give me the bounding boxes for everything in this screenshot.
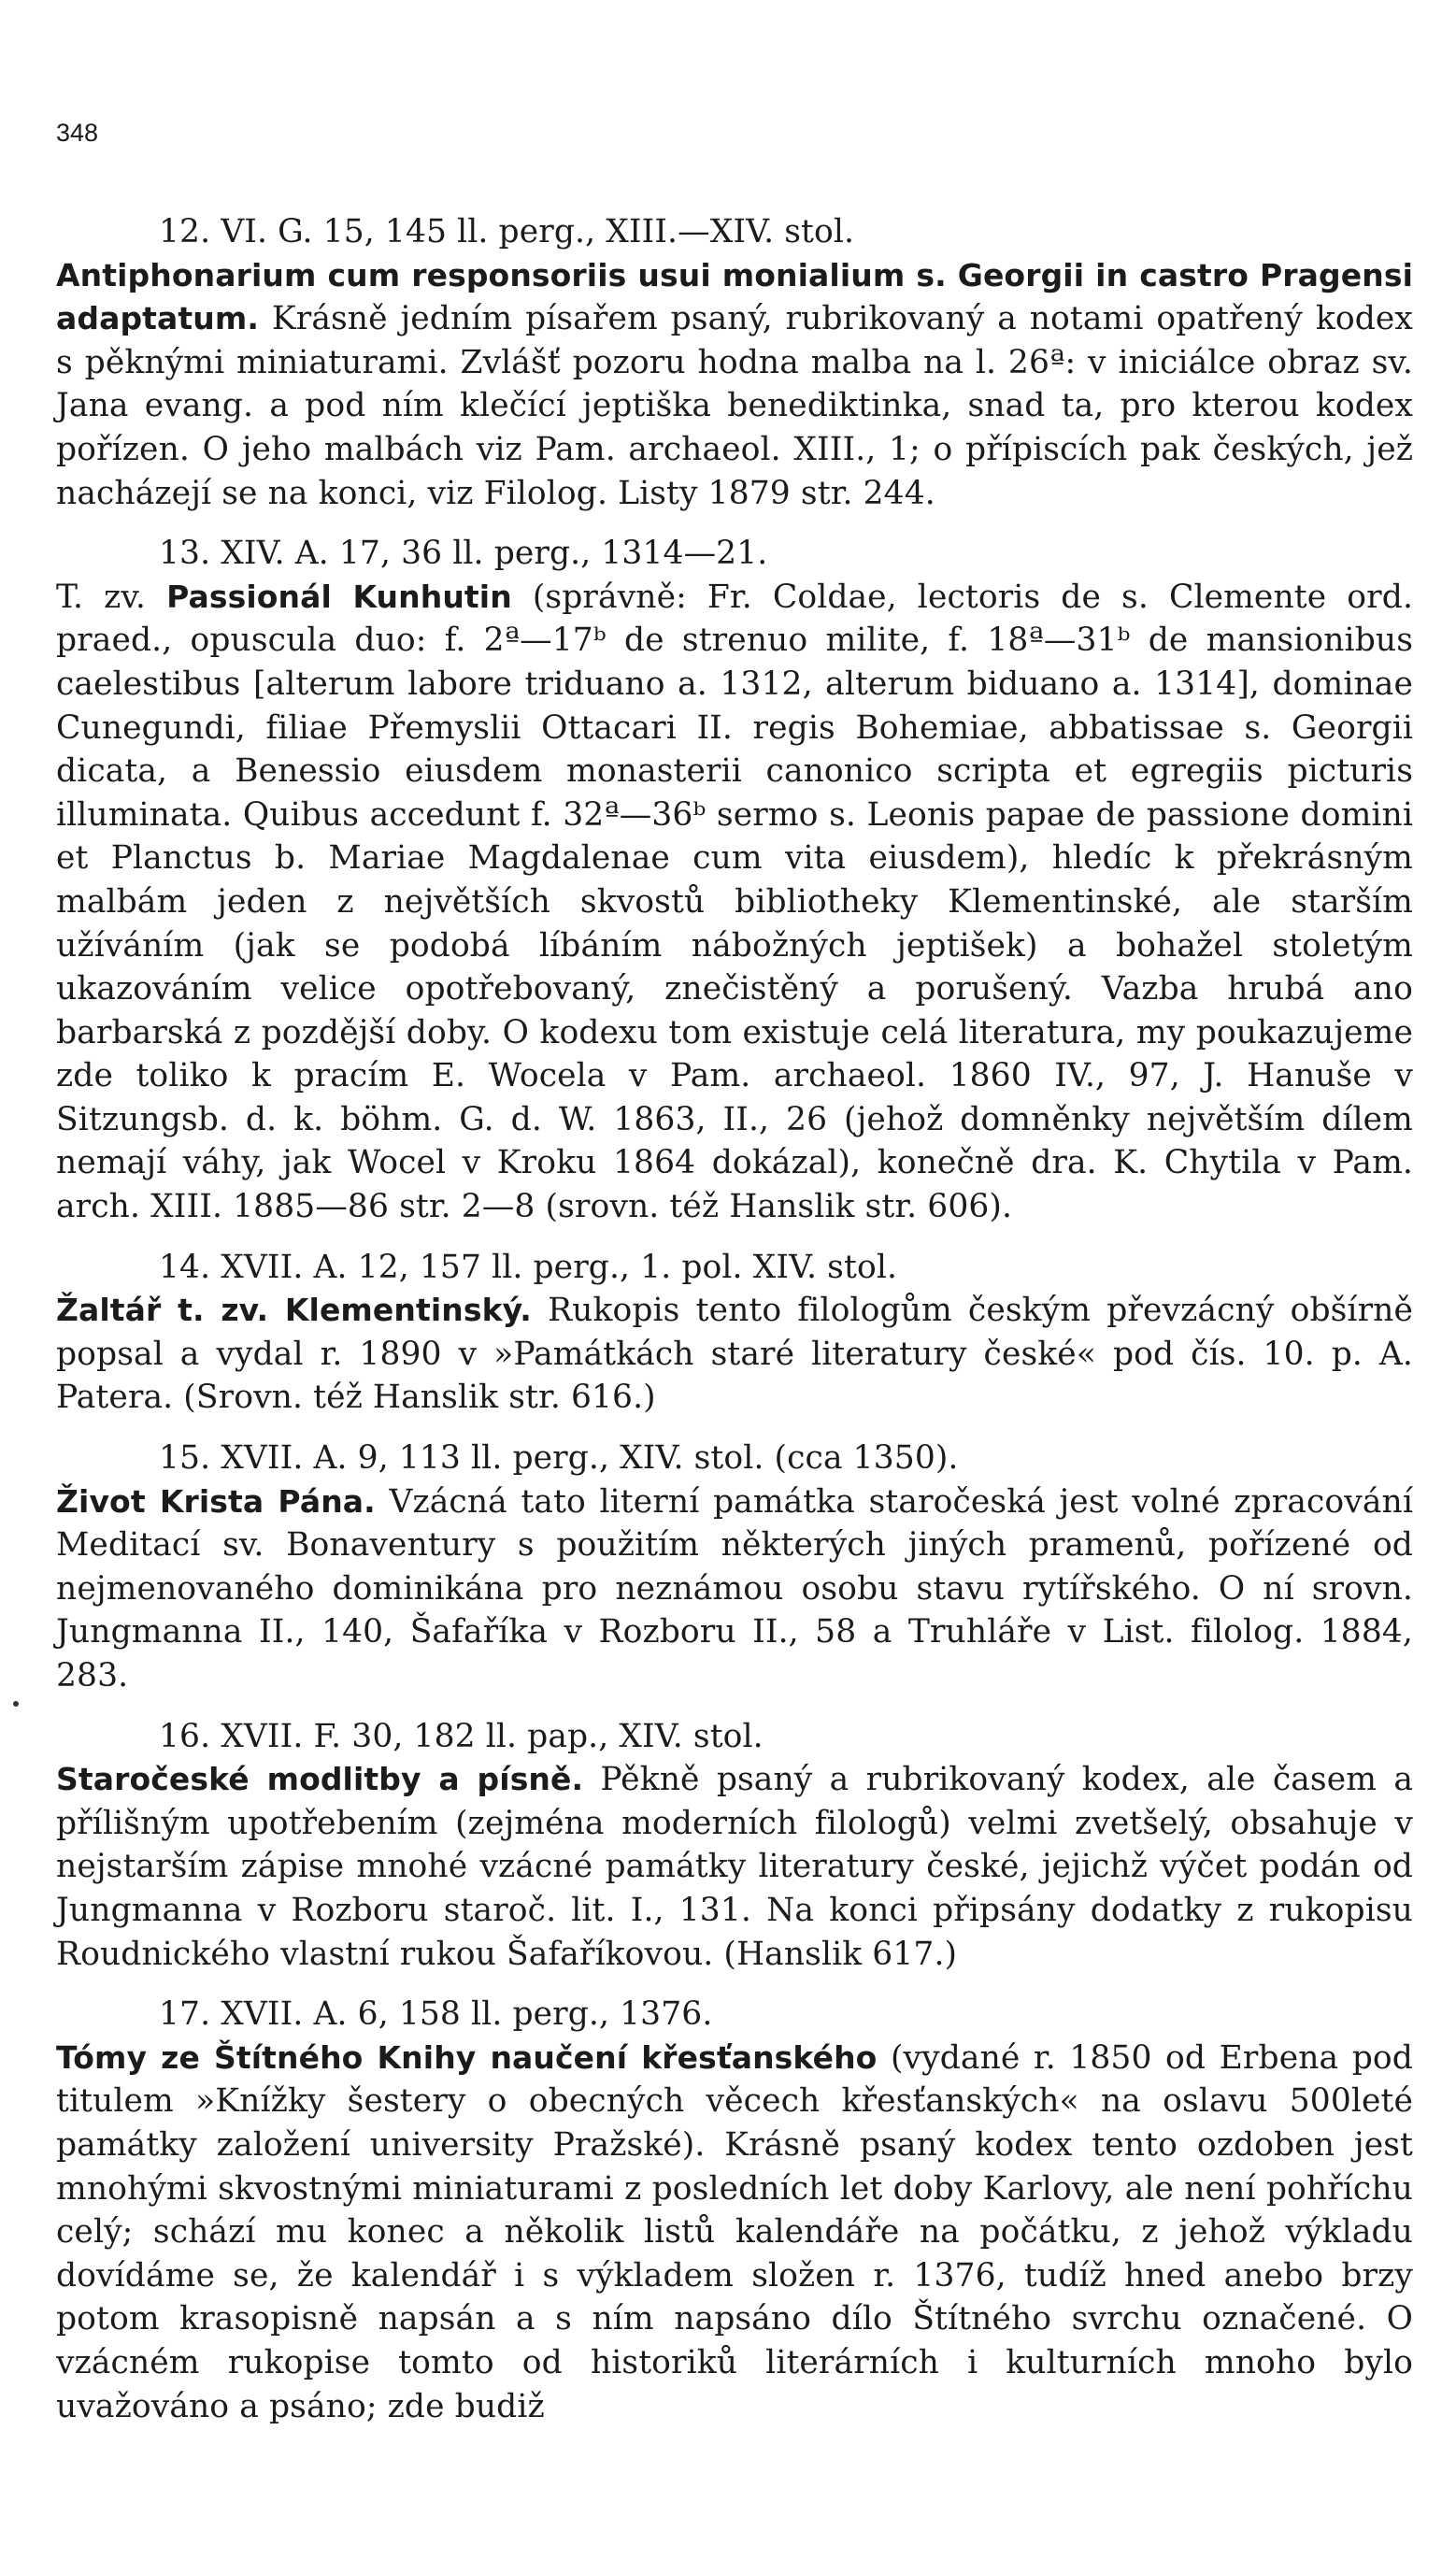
entry-title: Staročeské modlitby a písně. [56, 1761, 584, 1798]
entry-heading: 13. XIV. A. 17, 36 ll. perg., 1314—21. [159, 535, 768, 573]
entry-body: Pěkně psaný a rubrikovaný kodex, ale časem a přílišným upotřebením (zejména moderních filologů) velmi zvetšelý, obsahuje v nejstarším zápise mnohé vzácné památky literatury české, jejichž výčet podán od Jungmanna v Rozboru staroč. lit. I., 131. Na konci připsány dodatky z rukopisu Roudnického vlastní rukou Šafaříkovou. (Hanslik 617.) [56, 1761, 1413, 1973]
entry-body: (vydané r. 1850 od Erbena pod titulem »Knížky šestery o obecných věcech křesťanských« na oslavu 500leté památky založení university Pražské). Krásně psaný kodex tento ozdoben jest mnohými skvostnými miniaturami z posledních let doby Karlovy, ale není pohříchu celý; schází mu konec a několik listů kalendáře na počátku, z jehož výkladu dovídáme se, že kalendář i s výkladem složen r. 1376, tudíž hned anebo brzy potom krasopisně napsán a s ním napsáno dílo Štítného svrchu označené. O vzácném rukopise tomto od historiků literárních i kulturních mnoho bylo uvažováno a psáno; zde budiž [56, 2038, 1413, 2425]
entry-body: (správně: Fr. Coldae, lectoris de s. Clemente ord. praed., opuscula duo: f. 2ª—17ᵇ de strenuo milite, f. 18ª—31ᵇ de mansionibus caelestibus [alterum labore triduano a. 1312, alterum biduano a. 1314], dominae Cunegundi, filiae Přemyslii Ottacari II. regis Bohemiae, abbatissae s. Georgii dicata, a Benessio eiusdem monasterii canonico scripta et egregiis picturis illuminata. Quibus accedunt f. 32ª—36ᵇ sermo s. Leonis papae de passione domini et Planctus b. Mariae Magdalenae cum vita eiusdem), hledíc k překrásným malbám jeden z největších skvostů bibliotheky Klementinské, ale starším užíváním (jak se podobá líbáním nábožných jeptišek) a bohažel stoletým ukazováním velice opotřebovaný, znečistěný a porušený. Vazba hrubá ano barbarská z pozdější doby. O kodexu tom existuje celá literatura, my poukazujeme zde toliko k pracím E. Wocela v Pam. archaeol. 1860 IV., 97, J. Hanuše v Sitzungsb. d. k. böhm. G. d. W. 1863, II., 26 (jehož domněnky největším dílem nemají váhy, jak Wocel v Kroku 1864 dokázal), konečně dra. K. Chytila v Pam. arch. XIII. 1885—86 str. 2—8 (srovn. též Hanslik str. 606). [56, 578, 1414, 1226]
entry-title: Život Krista Pána. [56, 1482, 376, 1520]
entry-paragraph [56, 1758, 1413, 1976]
entry-paragraph [56, 576, 1413, 1229]
entry-title: Žaltář t. zv. Klementinský. [56, 1292, 532, 1329]
entry-heading: 16. XVII. F. 30, 182 ll. pap., XIV. stol. [159, 1717, 764, 1755]
entry-paragraph [56, 2037, 1413, 2428]
entry-title: Antiphonarium cum responsoriis usui monialium s. Georgii in castro Pragensi adaptatum. [56, 256, 1413, 337]
entry-title: Passionál Kunhutin [166, 578, 512, 615]
entry-paragraph [56, 1480, 1413, 1698]
entry-body: Rukopis tento filologům českým převzácný obšírně popsal a vydal r. 1890 v »Památkách staré literatury české« pod čís. 10. p. A. Patera. (Srovn. též Hanslik str. 616.) [56, 1292, 1413, 1417]
entry-body: Vzácná tato literní památka staročeská jest volné zpracování Meditací sv. Bonaventury s použitím některých jiných pramenů, pořízené od nejmenovaného dominikána pro neznámou osobu stavu rytířského. O ní srovn. Jungmanna II., 140, Šafaříka v Rozboru II., 58 a Truhláře v List. filolog. 1884, 283. [56, 1482, 1413, 1694]
catalog-text [56, 210, 1413, 2428]
entry-body: Krásně jedním písařem psaný, rubrikovaný a notami opatřený kodex s pěknými miniaturami. Zvlášť pozoru hodna malba na l. 26ª: v iniciálce obraz sv. Jana evang. a pod ním klečící jeptiška benediktinka, snad ta, pro kterou kodex pořízen. O jeho malbách viz Pam. archaeol. XIII., 1; o přípiscích pak českých, jež nacházejí se na konci, viz Filolog. Listy 1879 str. 244. [56, 300, 1413, 512]
entry-heading: 17. XVII. A. 6, 158 ll. perg., 1376. [159, 1995, 713, 2034]
entry-paragraph [56, 1289, 1413, 1420]
margin-mark [13, 1701, 19, 1707]
entry-heading: 14. XVII. A. 12, 157 ll. perg., 1. pol. XIV. stol. [159, 1248, 898, 1286]
page-number: 348 [56, 119, 99, 147]
entry-title: Tómy ze Štítného Knihy naučení křesťanského [56, 2038, 878, 2076]
entry-heading: 15. XVII. A. 9, 113 ll. perg., XIV. stol. (cca 1350). [159, 1439, 959, 1478]
entry-heading: 12. VI. G. 15, 145 ll. perg., XIII.—XIV. stol. [159, 213, 855, 250]
entry-title-prefix: T. zv. [56, 578, 146, 616]
entry-paragraph [56, 254, 1413, 516]
